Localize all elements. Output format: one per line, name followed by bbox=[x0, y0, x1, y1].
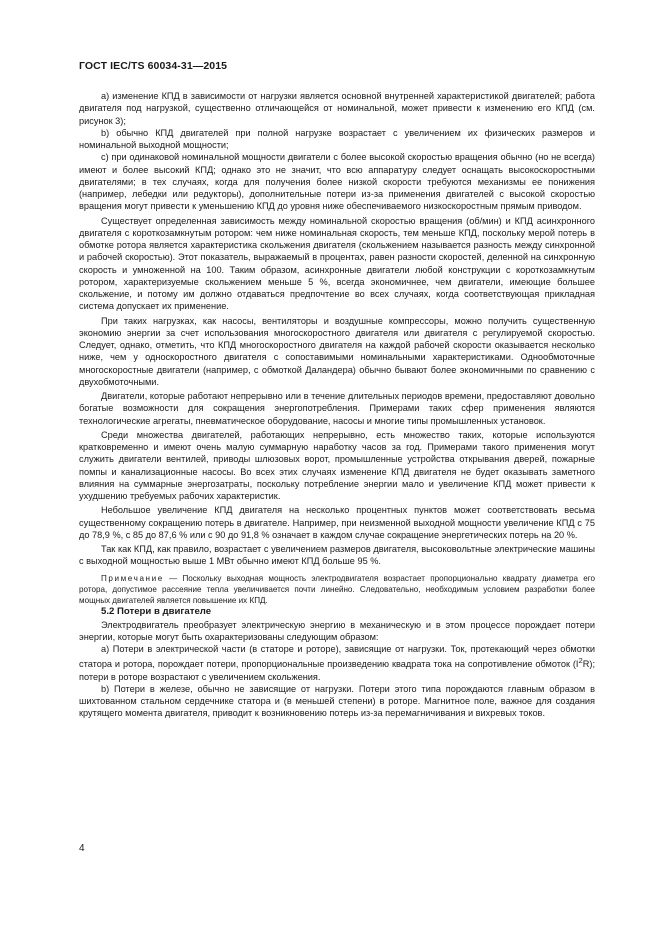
list-item-a: а) изменение КПД в зависимости от нагрузки является основной внутренней характеристикой двигателей; работа двигателя под нагрузкой, существенно отличающейся от номинальной, может привести к изменению его КПД (см. рисунок 3); bbox=[79, 91, 595, 126]
note-paragraph bbox=[79, 573, 595, 607]
list-item-losses-a bbox=[79, 643, 595, 683]
page-number: 4 bbox=[79, 843, 85, 854]
body-paragraph: Существует определенная зависимость между номинальной скоростью вращения (об/мин) и КПД асинхронного двигателя с короткозамкнутым ротором: чем ниже номинальная скорость, тем меньше КПД, поскольку мерой потерь в обмотке ротора является характеристика скольжения двигателя (скольжением называется разность между синхронной и рабочей скоростью). Этот показатель, выражаемый в процентах, равен разности скоростей, деленной на синхронную скорость и умноженной на 100. Таким образом, асинхронные двигатели любой конструкции с короткозамкнутым ротором, характеризуемые скольжением меньше 5 %, всегда экономичнее, чем двигатели, имеющие большее скольжение, и потому им должно отдаваться предпочтение во всех случаях, когда соответствующая прикладная система допускает их применение. bbox=[79, 215, 595, 312]
losses-a-text-start: а) Потери в электрической части (в статоре и роторе), зависящие от нагрузки. Ток, протекающий через обмотки статора и ротора, порождает потери, пропорциональные произведению квадрата тока на сопротивление обмоток (I bbox=[79, 644, 595, 670]
body-paragraph: Двигатели, которые работают непрерывно или в течение длительных периодов времени, предоставляют довольно богатые возможности для сокращения энергопотребления. Примерами таких сфер применения являются технологические агрегаты, пневматическое оборудование, насосы и многие типы промышленных установок. bbox=[79, 391, 595, 426]
note-dash: — bbox=[163, 573, 183, 583]
document-header: ГОСТ IEC/TS 60034-31—2015 bbox=[79, 60, 228, 72]
section-heading: 5.2 Потери в двигателе bbox=[101, 606, 212, 618]
list-item-losses-b: b) Потери в железе, обычно не зависящие от нагрузки. Потери этого типа порождаются главным образом в шихтованном стальном сердечнике статора и (в меньшей степени) в роторе. Магнитное поле, важное для создания крутящего момента двигателя, приводит к возникновению потерь из-за перемагничивания и вихревых токов. bbox=[79, 683, 595, 719]
superscript: 2 bbox=[578, 656, 583, 666]
losses-a-text-end: R); потери в роторе возрастают с увеличением скольжения. bbox=[79, 659, 595, 682]
body-paragraph: При таких нагрузках, как насосы, вентиляторы и воздушные компрессоры, можно получить существенную экономию энергии за счет использования многоскоростного двигателя или двигателя с регулируемой скоростью. Следует, однако, отметить, что КПД многоскоростного двигателя на каждой рабочей скорости оказывается несколько ниже, чем у односкоростного двигателя с сопоставимыми номинальными характеристиками. Однообмоточные многоскоростные двигатели (например, с обмоткой Даландера) обычно бывают более экономичными по сравнению с двухобмоточными. bbox=[79, 315, 595, 387]
body-paragraph: Среди множества двигателей, работающих непрерывно, есть множество таких, которые используются кратковременно и имеют очень малую суммарную наработку часов за год. Примерами такого применения могут служить двигатели вентилей, приводы шлюзовых ворот, промышленные устройства открывания дверей, пожарные помпы и канализационные насосы. Во всех этих случаях изменение КПД двигателя не будет оказывать заметного влияния на суммарные энергозатраты, поскольку потребление энергии мало и увеличение КПД может привести к ухудшению требуемых рабочих характеристик. bbox=[79, 429, 595, 501]
note-label: Примечание bbox=[101, 573, 164, 583]
note-text: Поскольку выходная мощность электродвигателя возрастает пропорционально квадрату диаметра его ротора, допустимое рассеяние тепла увеличивается почти линейно. Следовательно, необходимым условием разработки более мощных двигателей является повышение их КПД. bbox=[79, 573, 595, 606]
body-paragraph: Небольшое увеличение КПД двигателя на несколько процентных пунктов может соответствовать весьма существенному сокращению потерь в двигателе. Например, при неизменной выходной мощности увеличение КПД с 75 до 78,9 %, с 85 до 87,6 % или с 90 до 91,8 % означает в каждом случае сокращение энергетических потерь на 20 %. bbox=[79, 505, 595, 540]
body-paragraph: Так как КПД, как правило, возрастает с увеличением размеров двигателя, высоковольтные электрические машины с выходной мощностью выше 1 МВт обычно имеют КПД больше 95 %. bbox=[79, 544, 595, 567]
page-body bbox=[79, 90, 595, 720]
list-item-c: c) при одинаковой номинальной мощности двигатели с более высокой скоростью вращения обычно (но не всегда) имеют и более высокий КПД; однако это не значит, что всю аппаратуру следует оснащать высокоскоростными двигателями; в тех случаях, когда для получения более низкой скорости требуются механизмы ее понижения (например, лебедки или редукторы), дополнительные потери из-за применения двигателей с высокой скоростью вращения могут привести к уменьшению КПД до уровня ниже обеспечиваемого низкоскоростным прямым приводом. bbox=[79, 152, 595, 212]
body-paragraph: Электродвигатель преобразует электрическую энергию в механическую и в этом процессе порождает потери энергии, которые могут быть охарактеризованы следующим образом: bbox=[79, 619, 595, 642]
list-item-b: b) обычно КПД двигателей при полной нагрузке возрастает с увеличением их физических размеров и номинальной выходной мощности; bbox=[79, 127, 595, 150]
